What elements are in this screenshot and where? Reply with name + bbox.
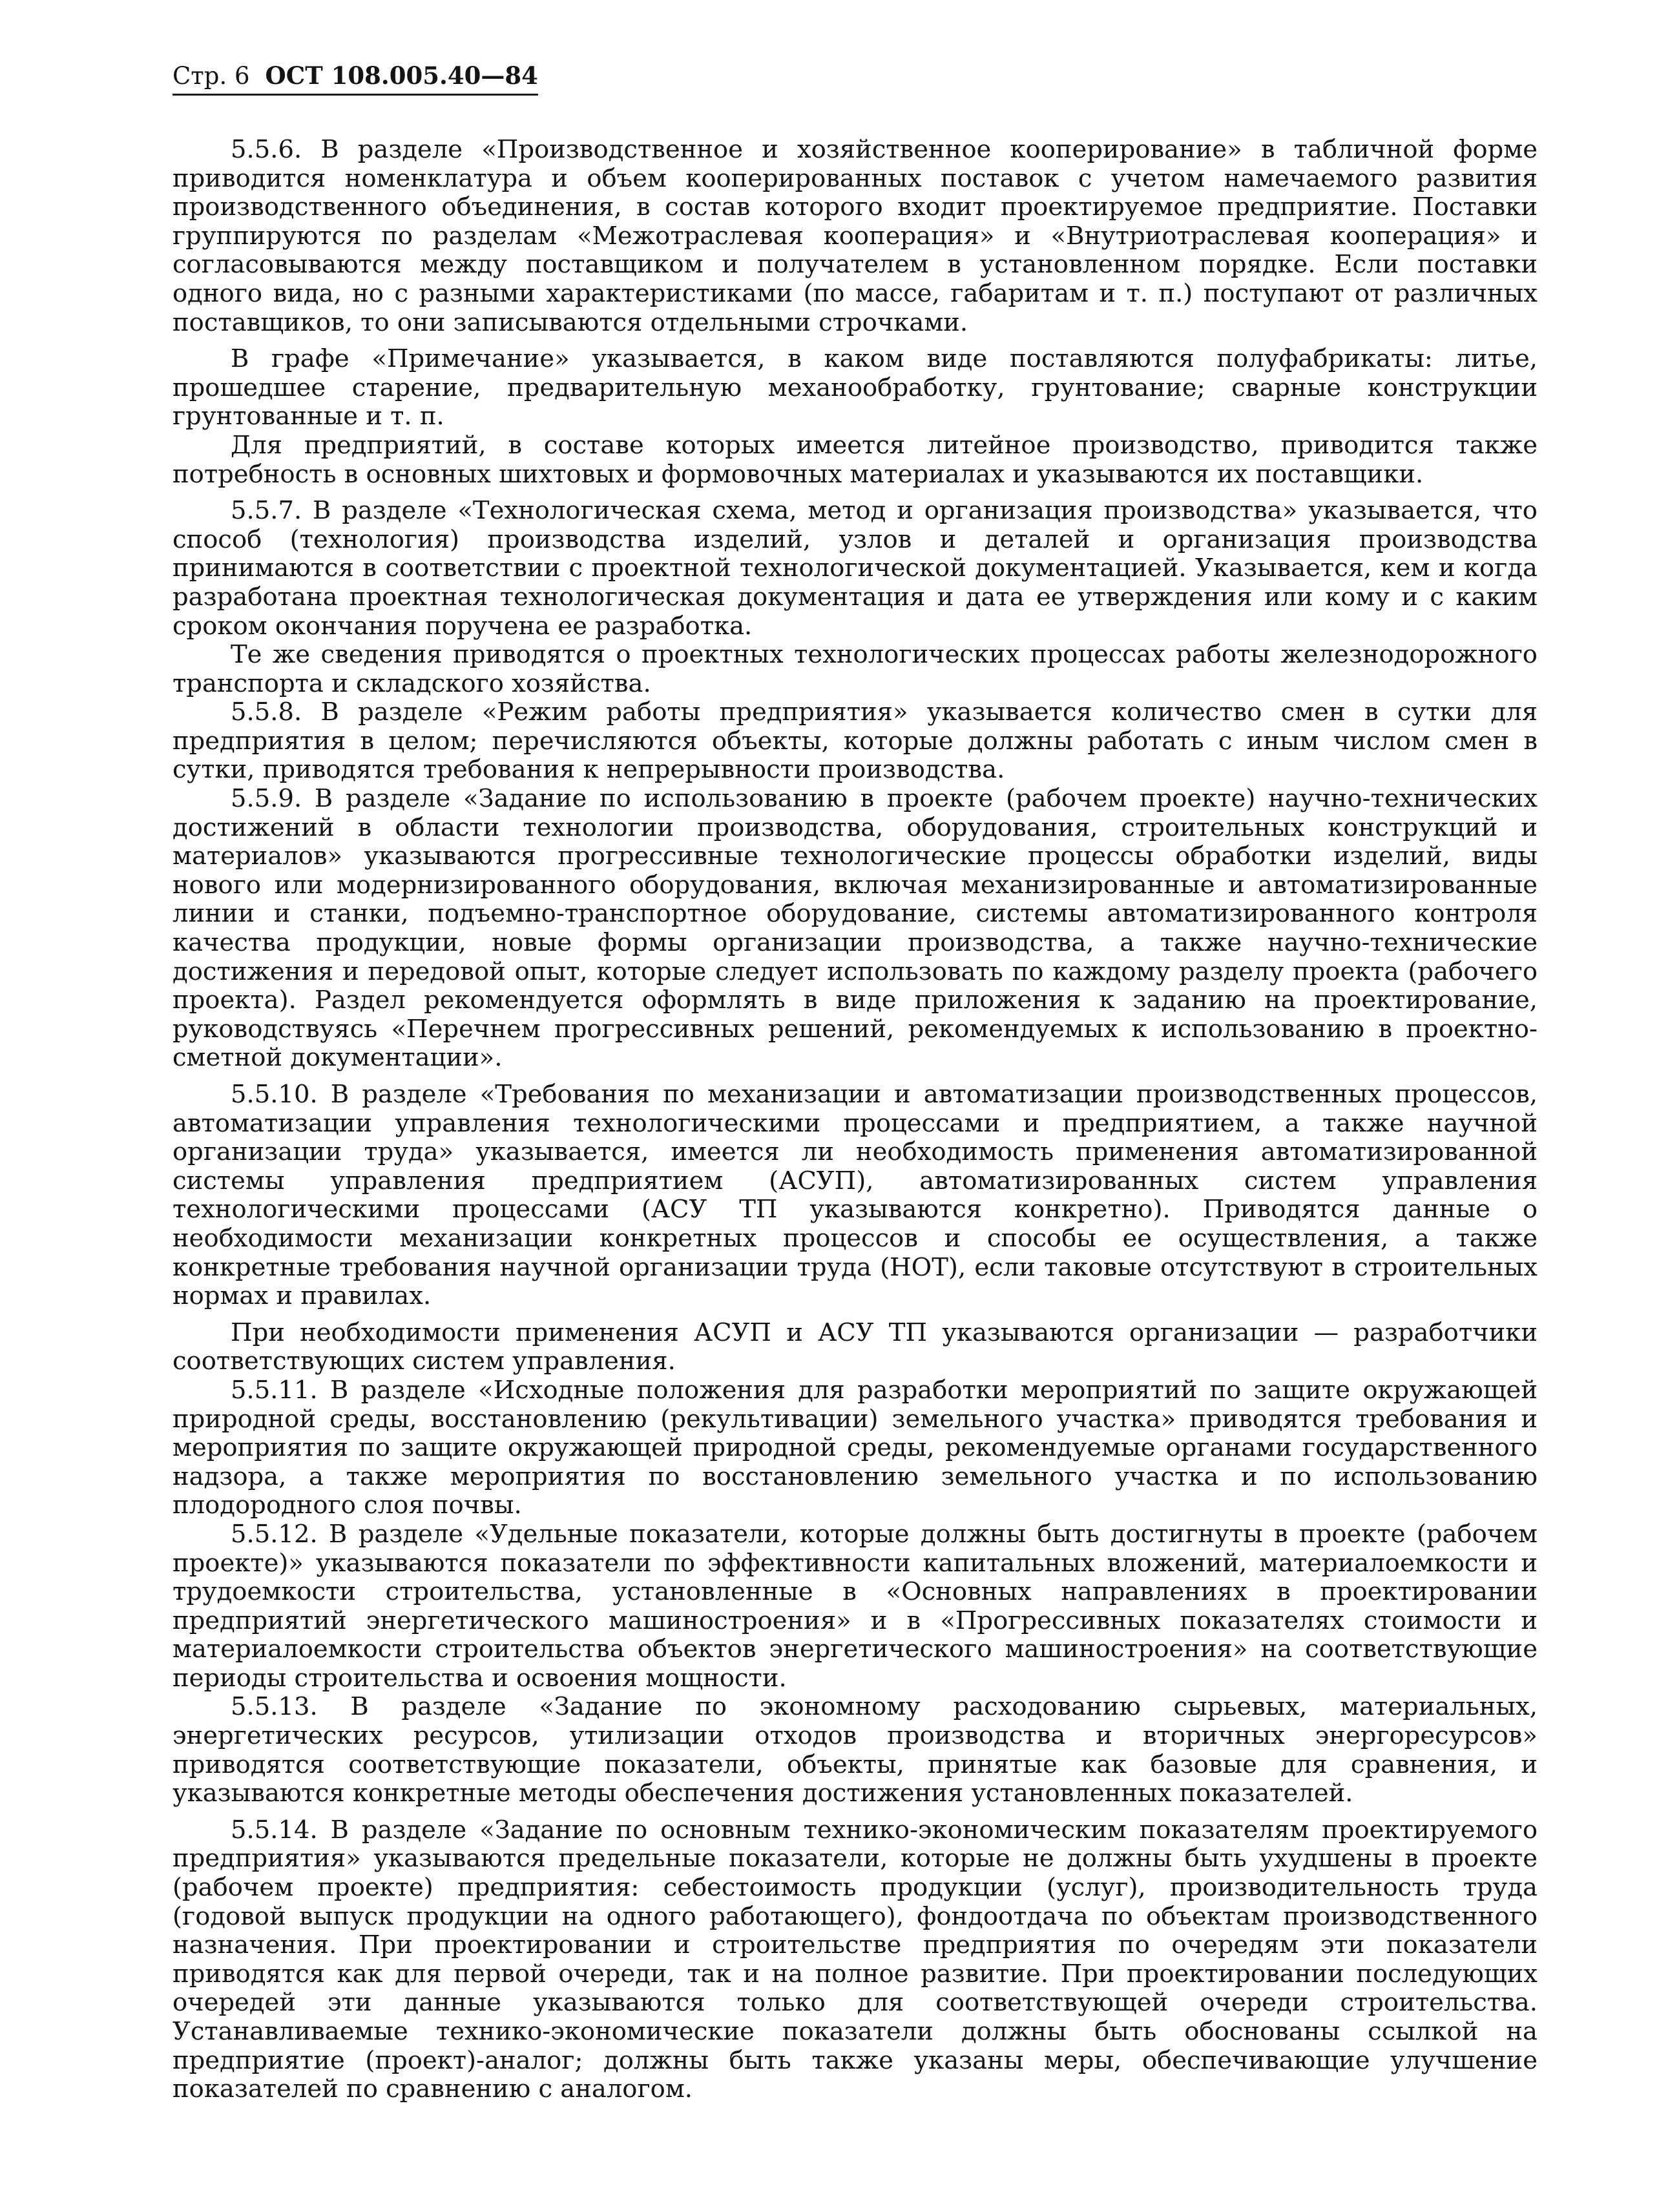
paragraph-asup: При необходимости применения АСУП и АСУ ТП указываются организации — разработчики соответствующих систем управления. [172, 1318, 1538, 1376]
paragraph-5-5-10: 5.5.10. В разделе «Требования по механизации и автоматизации производственных процессов, автоматизации управления технологическими процессами и предприятием, а также научной организации труда» указывается, имеется ли необходимость применения автоматизированной системы управления предприятием (АСУП), автоматизированных систем управления технологическими процессами (АСУ ТП указываются конкретно). Приводятся данные о необходимости механизации конкретных процессов и способы ее осуществления, а также конкретные требования научной организации труда (НОТ), если таковые отсутствуют в строительных нормах и правилах. [172, 1080, 1538, 1311]
paragraph-5-5-6: 5.5.6. В разделе «Производственное и хозяйственное кооперирование» в табличной форме приводится номенклатура и объем кооперированных поставок с учетом намечаемого развития производственного объединения, в состав которого входит проектируемое предприятие. Поставки группируются по разделам «Межотраслевая кооперация» и «Внутриотраслевая кооперация» и согласовываются между поставщиком и получателем в установленном порядке. Если поставки одного вида, но с разными характеристиками (по массе, габаритам и т. п.) поступают от различных поставщиков, то они записываются отдельными строчками. [172, 135, 1538, 337]
document-code: ОСТ 108.005.40—84 [265, 61, 538, 90]
paragraph-5-5-14: 5.5.14. В разделе «Задание по основным технико-экономическим показателям проектируемого предприятия» указываются предельные показатели, которые не должны быть ухудшены в проекте (рабочем проекте) предприятия: себестоимость продукции (услуг), производительность труда (годовой выпуск продукции на одного работающего), фондоотдача по объектам производственного назначения. При проектировании и строительстве предприятия по очередям эти показатели приводятся как для первой очереди, так и на полное развитие. При проектировании последующих очередей эти данные указываются только для соответствующей очереди строительства. Устанавливаемые технико-экономические показатели должны быть обоснованы ссылкой на предприятие (проект)-аналог; должны быть также указаны меры, обеспечивающие улучшение показателей по сравнению с аналогом. [172, 1815, 1538, 2104]
paragraph-5-5-8: 5.5.8. В разделе «Режим работы предприятия» указывается количество смен в сутки для предприятия в целом; перечисляются объекты, которые должны работать с иным числом смен в сутки, приводятся требования к непрерывности производства. [172, 698, 1538, 785]
paragraph-5-5-9: 5.5.9. В разделе «Задание по использованию в проекте (рабочем проекте) научно-технических достижений в области технологии производства, оборудования, строительных конструкций и материалов» указываются прогрессивные технологические процессы обработки изделий, виды нового или модернизированного оборудования, включая механизированные и автоматизированные линии и станки, подъемно-транспортное оборудование, системы автоматизированного контроля качества продукции, новые формы организации производства, а также научно-технические достижения и передовой опыт, которые следует использовать по каждому разделу проекта (рабочего проекта). Раздел рекомендуется оформлять в виде приложения к заданию на проектирование, руководствуясь «Перечнем прогрессивных решений, рекомендуемых к использованию в проектно-сметной документации». [172, 784, 1538, 1073]
paragraph-note-column: В графе «Примечание» указывается, в каком виде поставляются полуфабрикаты: литье, прошедшее старение, предварительную механообработку, грунтование; сварные конструкции грунтованные и т. п. [172, 344, 1538, 431]
paragraph-foundry: Для предприятий, в составе которых имеется литейное производство, приводится также потребность в основных шихтовых и формовочных материалах и указываются их поставщики. [172, 430, 1538, 489]
paragraph-railway: Те же сведения приводятся о проектных технологических процессах работы железнодорожного транспорта и складского хозяйства. [172, 640, 1538, 698]
running-header [172, 59, 538, 96]
page-number: Стр. 6 [172, 62, 250, 90]
document-body [172, 136, 1538, 2112]
paragraph-5-5-11: 5.5.11. В разделе «Исходные положения для разработки мероприятий по защите окружающей природной среды, восстановлению (рекультивации) земельного участка» приводятся требования и мероприятия по защите окружающей природной среды, рекомендуемые органами государственного надзора, а также мероприятия по восстановлению земельного участка и по использованию плодородного слоя почвы. [172, 1375, 1538, 1520]
paragraph-5-5-7: 5.5.7. В разделе «Технологическая схема, метод и организация производства» указывается, что способ (технология) производства изделий, узлов и деталей и организация производства принимаются в соответствии с проектной технологической документацией. Указывается, кем и когда разработана проектная технологическая документация и дата ее утверждения или кому и с каким сроком окончания поручена ее разработка. [172, 496, 1538, 641]
paragraph-5-5-12: 5.5.12. В разделе «Удельные показатели, которые должны быть достигнуты в проекте (рабочем проекте)» указываются показатели по эффективности капитальных вложений, материалоемкости и трудоемкости строительства, установленные в «Основных направлениях в проектировании предприятий энергетического машиностроения» и в «Прогрессивных показателях стоимости и материалоемкости строительства объектов энергетического машиностроения» на соответствующие периоды строительства и освоения мощности. [172, 1519, 1538, 1693]
paragraph-5-5-13: 5.5.13. В разделе «Задание по экономному расходованию сырьевых, материальных, энергетических ресурсов, утилизации отходов производства и вторичных энергоресурсов» приводятся соответствующие показатели, объекты, принятые как базовые для сравнения, и указываются конкретные методы обеспечения достижения установленных показателей. [172, 1692, 1538, 1808]
